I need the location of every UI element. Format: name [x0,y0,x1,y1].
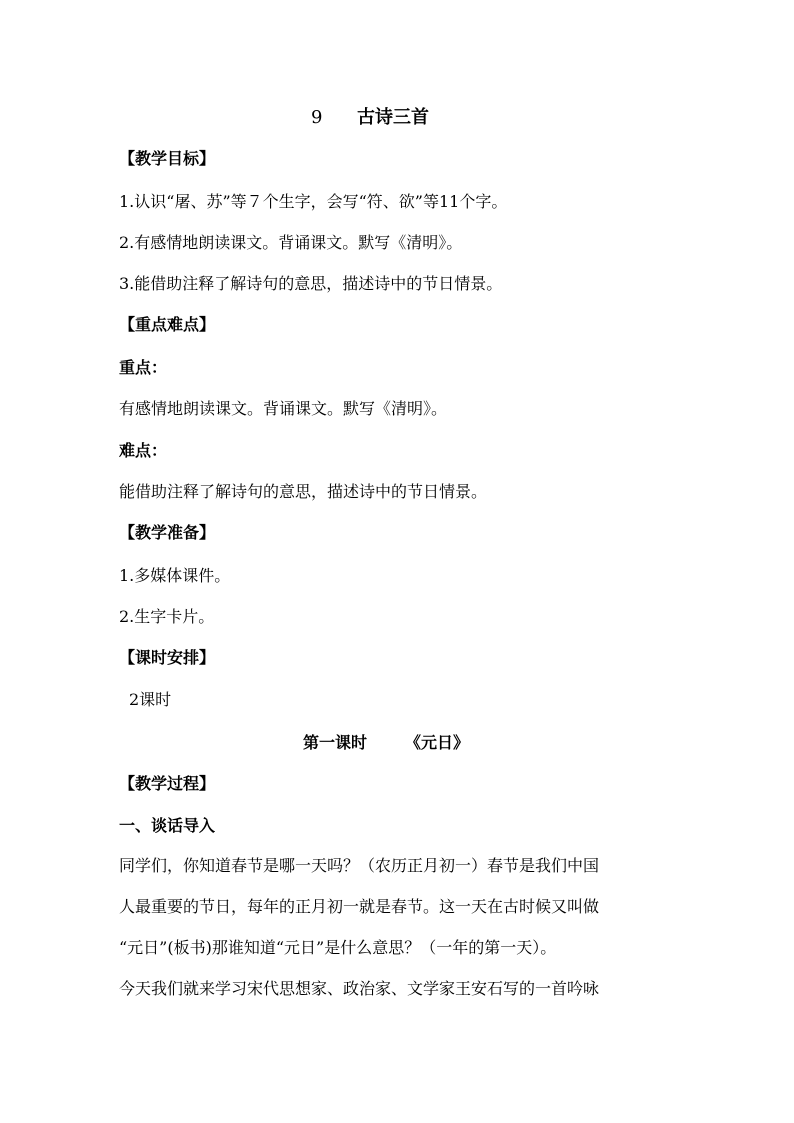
paragraph-line: “元日”(板书)那谁知道“元日”是什么意思？（一年的第一天）。 [119,938,557,957]
paragraph-line: 人最重要的节日，每年的正月初一就是春节。这一天在古时候又叫做 [119,897,600,916]
schedule-text: 2课时 [129,690,172,709]
schedule-heading: 【课时安排】 [119,648,216,667]
objective-item-3: 3.能借助注释了解诗句的意思，描述诗中的节日情景。 [119,274,503,293]
keypoints-heading: 【重点难点】 [119,315,216,334]
prep-item-1: 1.多媒体课件。 [119,566,231,585]
lesson-title: 古诗三首 [357,107,429,128]
difficult-label: 难点： [119,441,168,460]
key-text: 有感情地朗读课文。背诵课文。默写《清明》。 [119,399,448,418]
objectives-heading: 【教学目标】 [119,149,216,168]
process-heading: 【教学过程】 [119,774,216,793]
prep-item-2: 2.生字卡片。 [119,607,215,626]
lesson-section-title [303,733,469,753]
objective-item-1: 1.认识“屠、苏”等７个生字，会写“符、欲”等11个字。 [119,192,508,211]
paragraph-line: 今天我们就来学习宋代思想家、政治家、文学家王安石写的一首吟咏 [119,979,600,998]
page-title [311,106,429,130]
objective-item-2: 2.有感情地朗读课文。背诵课文。默写《清明》。 [119,233,463,252]
difficult-text: 能借助注释了解诗句的意思，描述诗中的节日情景。 [119,482,488,501]
paragraph-line: 同学们，你知道春节是哪一天吗？（农历正月初一）春节是我们中国 [119,856,600,875]
lesson-poem: 《元日》 [405,733,470,752]
lesson-number: 9 [311,107,323,128]
step1-heading: 一、谈话导入 [119,816,216,835]
lesson-period: 第一课时 [303,733,368,752]
prep-heading: 【教学准备】 [119,523,216,542]
key-label: 重点： [119,358,168,377]
